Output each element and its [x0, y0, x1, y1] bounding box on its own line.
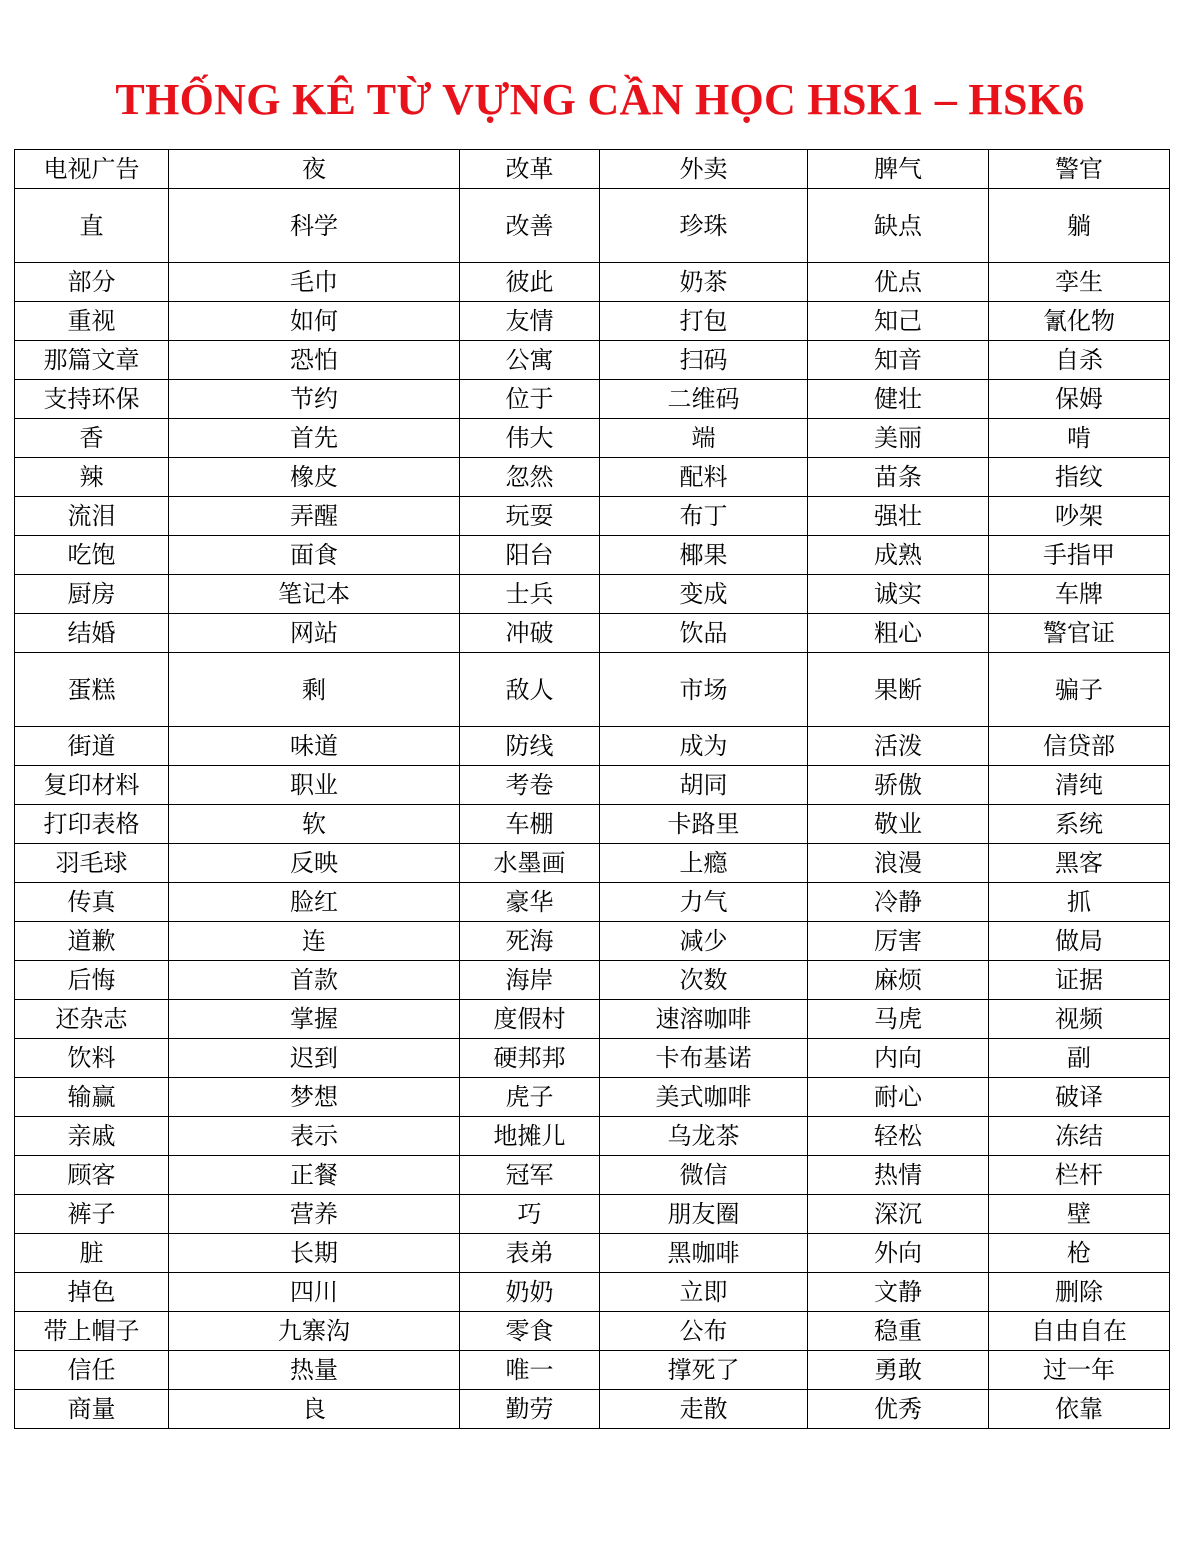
- vocab-cell: 唯一: [460, 1351, 600, 1390]
- vocab-cell: 奶茶: [600, 263, 808, 302]
- vocab-cell: 力气: [600, 883, 808, 922]
- vocab-cell: 带上帽子: [15, 1312, 169, 1351]
- vocab-cell: 节约: [169, 380, 460, 419]
- vocab-cell: 冻结: [989, 1117, 1170, 1156]
- vocab-cell: 支持环保: [15, 380, 169, 419]
- vocab-cell: 勤劳: [460, 1390, 600, 1429]
- table-row: [15, 805, 1170, 844]
- vocab-cell: 豪华: [460, 883, 600, 922]
- table-row: [15, 961, 1170, 1000]
- vocab-cell: 弄醒: [169, 497, 460, 536]
- vocab-cell: 过一年: [989, 1351, 1170, 1390]
- vocab-cell: 壁: [989, 1195, 1170, 1234]
- vocab-cell: 道歉: [15, 922, 169, 961]
- vocab-cell: 位于: [460, 380, 600, 419]
- table-row: [15, 1039, 1170, 1078]
- vocab-cell: 勇敢: [808, 1351, 989, 1390]
- vocab-cell: 扫码: [600, 341, 808, 380]
- table-row: [15, 302, 1170, 341]
- vocab-cell: 伟大: [460, 419, 600, 458]
- vocab-cell: 还杂志: [15, 1000, 169, 1039]
- vocab-cell: 轻松: [808, 1117, 989, 1156]
- vocab-cell: 视频: [989, 1000, 1170, 1039]
- vocab-cell: 夜: [169, 150, 460, 189]
- vocab-cell: 粗心: [808, 614, 989, 653]
- vocab-cell: 车棚: [460, 805, 600, 844]
- table-row: [15, 1273, 1170, 1312]
- vocab-cell: 打印表格: [15, 805, 169, 844]
- vocab-cell: 巧: [460, 1195, 600, 1234]
- vocab-cell: 速溶咖啡: [600, 1000, 808, 1039]
- vocab-cell: 次数: [600, 961, 808, 1000]
- table-row: [15, 1234, 1170, 1273]
- vocab-cell: 蛋糕: [15, 653, 169, 727]
- vocab-cell: 公布: [600, 1312, 808, 1351]
- vocab-cell: 剩: [169, 653, 460, 727]
- vocab-cell: 网站: [169, 614, 460, 653]
- vocab-cell: 商量: [15, 1390, 169, 1429]
- table-row: [15, 1000, 1170, 1039]
- vocab-cell: 橡皮: [169, 458, 460, 497]
- table-row: [15, 1117, 1170, 1156]
- vocab-cell: 连: [169, 922, 460, 961]
- table-row: [15, 536, 1170, 575]
- vocab-cell: 科学: [169, 189, 460, 263]
- vocab-cell: 掉色: [15, 1273, 169, 1312]
- vocab-cell: 掌握: [169, 1000, 460, 1039]
- vocab-cell: 恐怕: [169, 341, 460, 380]
- vocab-cell: 脾气: [808, 150, 989, 189]
- vocab-cell: 优点: [808, 263, 989, 302]
- vocab-cell: 麻烦: [808, 961, 989, 1000]
- table-row: [15, 1156, 1170, 1195]
- vocab-cell: 卡布基诺: [600, 1039, 808, 1078]
- vocab-cell: 美式咖啡: [600, 1078, 808, 1117]
- vocab-cell: 抓: [989, 883, 1170, 922]
- vocab-cell: 稳重: [808, 1312, 989, 1351]
- vocab-cell: 厨房: [15, 575, 169, 614]
- vocab-cell: 马虎: [808, 1000, 989, 1039]
- vocab-cell: 卡路里: [600, 805, 808, 844]
- vocab-cell: 热情: [808, 1156, 989, 1195]
- vocab-cell: 面食: [169, 536, 460, 575]
- vocab-cell: 依靠: [989, 1390, 1170, 1429]
- vocab-cell: 成熟: [808, 536, 989, 575]
- vocab-cell: 梦想: [169, 1078, 460, 1117]
- vocab-cell: 电视广告: [15, 150, 169, 189]
- vocab-cell: 冲破: [460, 614, 600, 653]
- table-row: [15, 458, 1170, 497]
- table-row: [15, 883, 1170, 922]
- vocab-cell: 手指甲: [989, 536, 1170, 575]
- vocab-cell: 氰化物: [989, 302, 1170, 341]
- vocab-cell: 证据: [989, 961, 1170, 1000]
- vocab-cell: 硬邦邦: [460, 1039, 600, 1078]
- vocab-cell: 立即: [600, 1273, 808, 1312]
- vocab-cell: 敌人: [460, 653, 600, 727]
- vocab-cell: 黑咖啡: [600, 1234, 808, 1273]
- vocab-cell: 饮料: [15, 1039, 169, 1078]
- table-row: [15, 497, 1170, 536]
- vocab-cell: 车牌: [989, 575, 1170, 614]
- vocab-cell: 自由自在: [989, 1312, 1170, 1351]
- vocab-cell: 胡同: [600, 766, 808, 805]
- table-row: [15, 614, 1170, 653]
- vocab-cell: 冠军: [460, 1156, 600, 1195]
- vocab-cell: 职业: [169, 766, 460, 805]
- vocab-cell: 营养: [169, 1195, 460, 1234]
- vocab-cell: 反映: [169, 844, 460, 883]
- vocab-cell: 警官: [989, 150, 1170, 189]
- vocab-cell: 敬业: [808, 805, 989, 844]
- vocab-cell: 表弟: [460, 1234, 600, 1273]
- vocab-cell: 复印材料: [15, 766, 169, 805]
- table-row: [15, 727, 1170, 766]
- vocab-cell: 外向: [808, 1234, 989, 1273]
- vocab-cell: 防线: [460, 727, 600, 766]
- vocab-cell: 健壮: [808, 380, 989, 419]
- vocab-cell: 后悔: [15, 961, 169, 1000]
- vocab-cell: 结婚: [15, 614, 169, 653]
- vocab-cell: 指纹: [989, 458, 1170, 497]
- vocab-cell: 友情: [460, 302, 600, 341]
- vocab-cell: 脸红: [169, 883, 460, 922]
- vocab-cell: 苗条: [808, 458, 989, 497]
- vocab-cell: 正餐: [169, 1156, 460, 1195]
- vocab-cell: 浪漫: [808, 844, 989, 883]
- vocab-cell: 海岸: [460, 961, 600, 1000]
- vocab-cell: 珍珠: [600, 189, 808, 263]
- vocab-cell: 彼此: [460, 263, 600, 302]
- table-row: [15, 263, 1170, 302]
- vocab-cell: 忽然: [460, 458, 600, 497]
- table-row: [15, 150, 1170, 189]
- vocab-cell: 美丽: [808, 419, 989, 458]
- vocab-cell: 副: [989, 1039, 1170, 1078]
- table-row: [15, 766, 1170, 805]
- vocab-cell: 直: [15, 189, 169, 263]
- vocab-cell: 撑死了: [600, 1351, 808, 1390]
- table-row: [15, 419, 1170, 458]
- vocab-cell: 成为: [600, 727, 808, 766]
- table-row: [15, 1351, 1170, 1390]
- vocab-cell: 流泪: [15, 497, 169, 536]
- vocab-cell: 辣: [15, 458, 169, 497]
- vocab-cell: 警官证: [989, 614, 1170, 653]
- table-row: [15, 1195, 1170, 1234]
- vocabulary-table-body: [15, 150, 1170, 1429]
- vocab-cell: 如何: [169, 302, 460, 341]
- table-row: [15, 380, 1170, 419]
- vocab-cell: 自杀: [989, 341, 1170, 380]
- table-row: [15, 189, 1170, 263]
- vocab-cell: 文静: [808, 1273, 989, 1312]
- vocab-cell: 吃饱: [15, 536, 169, 575]
- vocab-cell: 删除: [989, 1273, 1170, 1312]
- vocab-cell: 啃: [989, 419, 1170, 458]
- page-title: THỐNG KÊ TỪ VỰNG CẦN HỌC HSK1 – HSK6: [115, 75, 1085, 124]
- vocab-cell: 长期: [169, 1234, 460, 1273]
- vocab-cell: 躺: [989, 189, 1170, 263]
- vocab-cell: 信贷部: [989, 727, 1170, 766]
- vocab-cell: 街道: [15, 727, 169, 766]
- vocab-cell: 迟到: [169, 1039, 460, 1078]
- vocab-cell: 冷静: [808, 883, 989, 922]
- vocab-cell: 考卷: [460, 766, 600, 805]
- vocab-cell: 朋友圈: [600, 1195, 808, 1234]
- table-row: [15, 341, 1170, 380]
- vocab-cell: 笔记本: [169, 575, 460, 614]
- vocab-cell: 减少: [600, 922, 808, 961]
- vocab-cell: 知音: [808, 341, 989, 380]
- vocab-cell: 优秀: [808, 1390, 989, 1429]
- vocab-cell: 配料: [600, 458, 808, 497]
- vocab-cell: 虎子: [460, 1078, 600, 1117]
- vocab-cell: 水墨画: [460, 844, 600, 883]
- vocab-cell: 重视: [15, 302, 169, 341]
- table-row: [15, 844, 1170, 883]
- vocab-cell: 骄傲: [808, 766, 989, 805]
- vocab-cell: 羽毛球: [15, 844, 169, 883]
- vocab-cell: 阳台: [460, 536, 600, 575]
- vocab-cell: 清纯: [989, 766, 1170, 805]
- table-row: [15, 653, 1170, 727]
- vocab-cell: 表示: [169, 1117, 460, 1156]
- vocab-cell: 黑客: [989, 844, 1170, 883]
- vocab-cell: 吵架: [989, 497, 1170, 536]
- vocab-cell: 系统: [989, 805, 1170, 844]
- vocab-cell: 裤子: [15, 1195, 169, 1234]
- table-row: [15, 1390, 1170, 1429]
- vocab-cell: 改革: [460, 150, 600, 189]
- vocab-cell: 椰果: [600, 536, 808, 575]
- vocab-cell: 强壮: [808, 497, 989, 536]
- vocab-cell: 良: [169, 1390, 460, 1429]
- vocab-cell: 枪: [989, 1234, 1170, 1273]
- vocab-cell: 诚实: [808, 575, 989, 614]
- vocab-cell: 输赢: [15, 1078, 169, 1117]
- vocab-cell: 九寨沟: [169, 1312, 460, 1351]
- vocab-cell: 度假村: [460, 1000, 600, 1039]
- vocab-cell: 骗子: [989, 653, 1170, 727]
- vocab-cell: 二维码: [600, 380, 808, 419]
- vocab-cell: 热量: [169, 1351, 460, 1390]
- vocab-cell: 上瘾: [600, 844, 808, 883]
- vocab-cell: 亲戚: [15, 1117, 169, 1156]
- vocab-cell: 改善: [460, 189, 600, 263]
- vocab-cell: 味道: [169, 727, 460, 766]
- vocab-cell: 果断: [808, 653, 989, 727]
- vocab-cell: 走散: [600, 1390, 808, 1429]
- vocab-cell: 脏: [15, 1234, 169, 1273]
- vocab-cell: 变成: [600, 575, 808, 614]
- vocab-cell: 市场: [600, 653, 808, 727]
- vocab-cell: 微信: [600, 1156, 808, 1195]
- vocab-cell: 破译: [989, 1078, 1170, 1117]
- vocab-cell: 打包: [600, 302, 808, 341]
- vocab-cell: 传真: [15, 883, 169, 922]
- vocab-cell: 栏杆: [989, 1156, 1170, 1195]
- vocab-cell: 四川: [169, 1273, 460, 1312]
- vocabulary-table: [14, 149, 1170, 1429]
- vocab-cell: 死海: [460, 922, 600, 961]
- vocab-cell: 首先: [169, 419, 460, 458]
- vocab-cell: 奶奶: [460, 1273, 600, 1312]
- vocab-cell: 公寓: [460, 341, 600, 380]
- vocab-cell: 内向: [808, 1039, 989, 1078]
- vocab-cell: 部分: [15, 263, 169, 302]
- vocab-cell: 活泼: [808, 727, 989, 766]
- vocab-cell: 端: [600, 419, 808, 458]
- vocab-cell: 零食: [460, 1312, 600, 1351]
- vocab-cell: 耐心: [808, 1078, 989, 1117]
- vocab-cell: 保姆: [989, 380, 1170, 419]
- vocab-cell: 软: [169, 805, 460, 844]
- vocab-cell: 布丁: [600, 497, 808, 536]
- vocab-cell: 乌龙茶: [600, 1117, 808, 1156]
- vocab-cell: 士兵: [460, 575, 600, 614]
- table-row: [15, 575, 1170, 614]
- table-row: [15, 1078, 1170, 1117]
- vocab-cell: 信任: [15, 1351, 169, 1390]
- vocab-cell: 厉害: [808, 922, 989, 961]
- vocab-cell: 孪生: [989, 263, 1170, 302]
- vocab-cell: 外卖: [600, 150, 808, 189]
- vocab-cell: 毛巾: [169, 263, 460, 302]
- vocab-cell: 知己: [808, 302, 989, 341]
- vocab-cell: 深沉: [808, 1195, 989, 1234]
- vocab-cell: 缺点: [808, 189, 989, 263]
- vocab-cell: 玩耍: [460, 497, 600, 536]
- vocab-cell: 香: [15, 419, 169, 458]
- table-row: [15, 1312, 1170, 1351]
- vocab-cell: 首款: [169, 961, 460, 1000]
- vocab-cell: 顾客: [15, 1156, 169, 1195]
- vocab-cell: 地摊儿: [460, 1117, 600, 1156]
- vocab-cell: 那篇文章: [15, 341, 169, 380]
- table-row: [15, 922, 1170, 961]
- vocab-cell: 饮品: [600, 614, 808, 653]
- vocab-cell: 做局: [989, 922, 1170, 961]
